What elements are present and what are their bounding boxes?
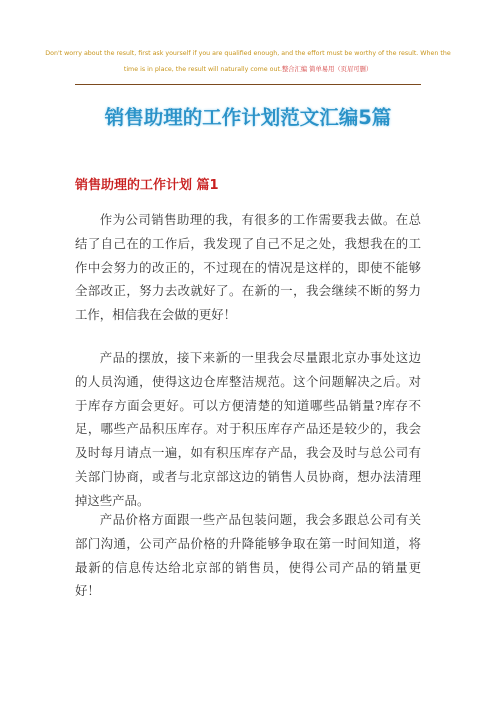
body-paragraph-3: 产品价格方面跟一些产品包装问题，我会多跟总公司有关部门沟通，公司产品价格的升降能够争取在第一时间知道，将最新的信息传达给北京部的销售员，使得公司产品的销量更好！: [75, 512, 421, 599]
header-divider: [75, 84, 421, 85]
header-slogan-text: Don't worry about the result, first ask yourself if you are qualified enough, and the effort must be worthy of the result. When the time is in place, the result will naturally come out.: [45, 50, 451, 73]
section-heading: 销售助理的工作计划 篇1: [75, 178, 219, 193]
document-title: 销售助理的工作计划范文汇编5篇: [104, 106, 392, 129]
body-paragraph-2: 产品的摆放，接下来新的一里我会尽量跟北京办事处这边的人员沟通，使得这边仓库整洁规范。这个问题解决之后。对于库存方面会更好。可以方便清楚的知道哪些品销量?库存不足，哪些产品积压库存。对于积压库存产品还是较少的，我会及时每月请点一遍，如有积压库存产品，我会及时与总公司有关部门协商，或者与北京部这边的销售人员协商，想办法清理掉这些产品。: [75, 350, 421, 508]
header-brand: 整合汇编 简单易用（页眉可删）: [281, 66, 373, 73]
header-slogan: [40, 46, 456, 78]
body-paragraph-1: 作为公司销售助理的我，有很多的工作需要我去做。在总结了自己在的工作后，我发现了自己不足之处，我想我在的工作中会努力的改正的，不过现在的情况是这样的，即使不能够全部改正，努力去改就好了。在新的一，我会继续不断的努力工作，相信我在会做的更好！: [75, 212, 421, 323]
